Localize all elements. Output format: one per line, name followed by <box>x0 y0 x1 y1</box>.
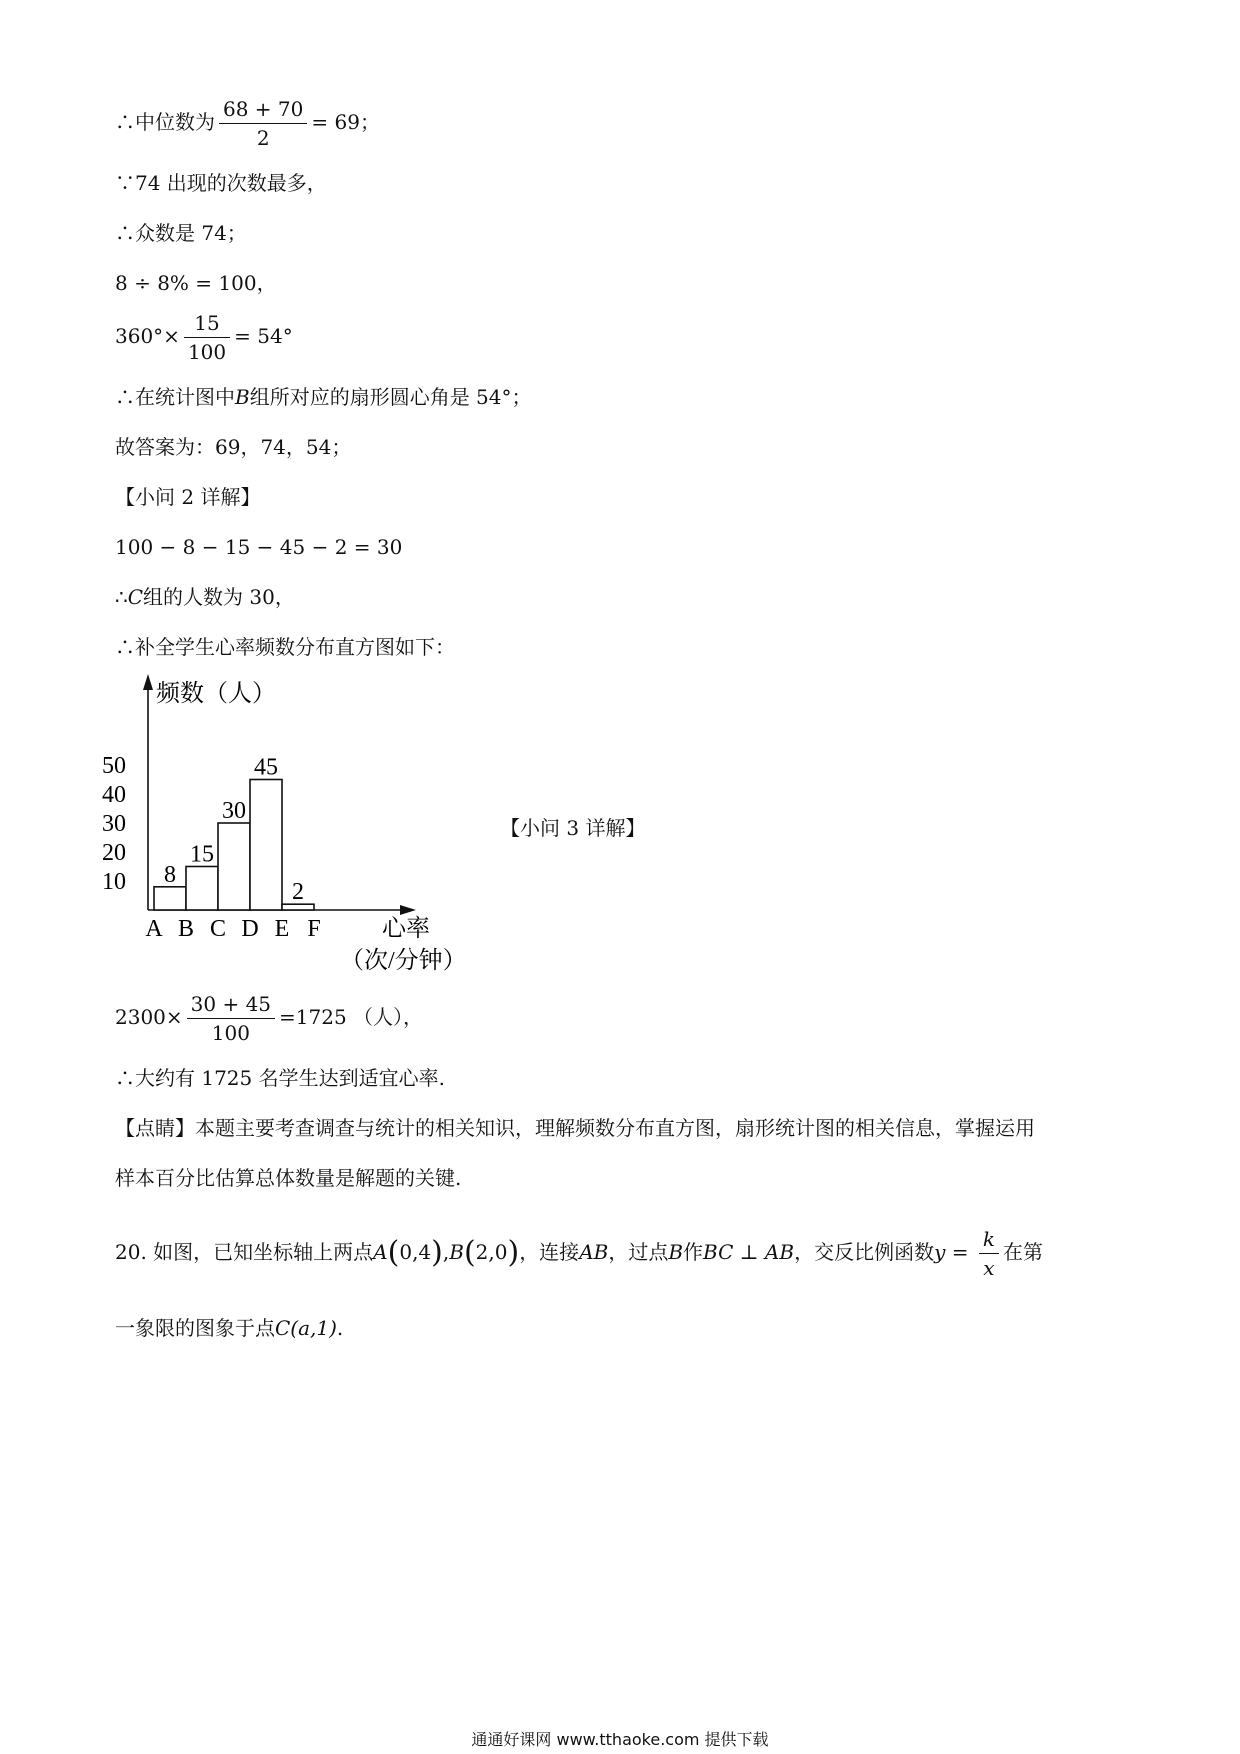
p20-paren-open-a: ( <box>387 1235 400 1270</box>
q2-heading: 【小问 2 详解】 <box>115 485 261 509</box>
p20-point-a-coords: 0,4 <box>399 1240 432 1264</box>
p20-point-b-ref: B <box>668 1240 684 1264</box>
bar-value-label: 8 <box>164 861 176 888</box>
p20-paren-open-b: ( <box>463 1235 476 1270</box>
p20-make: 作 <box>683 1240 704 1264</box>
x-tick-label: B <box>177 916 195 942</box>
p20-equals: = <box>951 1240 969 1264</box>
y-tick-label: 50 <box>102 753 126 779</box>
comment-line-2: 样本百分比估算总体数量是解题的关键. <box>115 1166 462 1190</box>
p20-point-a: A <box>373 1240 388 1264</box>
q2-hist-intro: ∴补全学生心率频数分布直方图如下： <box>115 635 455 659</box>
p20-comma: , <box>442 1240 450 1264</box>
angle-fraction <box>184 309 230 366</box>
q2-calc-line: 100 − 8 − 15 − 45 − 2 = 30 <box>115 535 403 559</box>
p20-through: ，过点 <box>608 1240 669 1264</box>
x-axis-label-line1: 心率 <box>382 916 430 942</box>
p20-var-y: y <box>934 1240 946 1264</box>
median-suffix: = 69； <box>311 110 380 134</box>
bar-value-label: 15 <box>190 841 214 868</box>
problem-20-line-2 <box>115 1315 343 1341</box>
p20-in-quadrant: 在第 <box>1003 1240 1043 1264</box>
x-tick-label: E <box>274 916 290 942</box>
x-tick-labels <box>145 916 320 942</box>
p20-segment-ab: AB <box>579 1240 609 1264</box>
angle-result-group-b: B <box>235 385 250 409</box>
median-prefix: ∴中位数为 <box>115 110 215 134</box>
estimate-suffix: =1725 （人）， <box>279 1005 424 1029</box>
angle-suffix: = 54° <box>234 324 293 348</box>
estimate-result-line: ∴大约有 1725 名学生达到适宜心率. <box>115 1066 445 1090</box>
histogram-bar <box>154 887 186 910</box>
bar-value-label: 2 <box>292 879 304 906</box>
p20-point-b: B <box>449 1240 464 1264</box>
total-calc-line: 8 ÷ 8% = 100， <box>115 271 277 295</box>
histogram-bar <box>218 823 250 910</box>
estimate-line <box>115 990 423 1047</box>
x-tick-label: F <box>307 916 321 942</box>
problem-20-line-1 <box>115 1225 1043 1282</box>
p20-line2-text: 一象限的图象于点 <box>115 1316 275 1340</box>
histogram-bar <box>250 780 282 911</box>
x-axis-label-line2: （次/分钟） <box>340 948 467 972</box>
p20-connect: ，连接 <box>519 1240 580 1264</box>
angle-result-text-c: 组所对应的扇形圆心角是 54°； <box>249 385 532 409</box>
p20-point-b-coords: 2,0 <box>475 1240 508 1264</box>
estimate-prefix: 2300× <box>115 1005 183 1029</box>
y-tick-label: 20 <box>102 840 126 866</box>
x-tick-label: D <box>241 916 259 942</box>
median-line <box>115 95 380 152</box>
p20-perpendicular: BC ⊥ AB <box>703 1240 795 1264</box>
q2-c-text: 组的人数为 30， <box>143 585 295 609</box>
median-fraction <box>219 95 307 152</box>
histogram-bar <box>186 867 218 911</box>
bars <box>154 755 314 911</box>
angle-prefix: 360°× <box>115 324 180 348</box>
angle-denominator: 100 <box>187 340 227 364</box>
p20-function-intro: ，交反比例函数 <box>794 1240 935 1264</box>
answer-line: 故答案为：69，74，54； <box>115 435 352 459</box>
p20-intro: 20. 如图，已知坐标轴上两点 <box>115 1240 374 1264</box>
comment-line-1: 【点睛】本题主要考查调查与统计的相关知识，理解频数分布直方图，扇形统计图的相关信息，掌握运用 <box>115 1116 1035 1140</box>
p20-point-c: C(a,1) <box>275 1316 337 1340</box>
y-tick-labels <box>102 753 126 895</box>
q2-c-line <box>115 584 295 610</box>
q3-heading: 【小问 3 详解】 <box>500 816 646 840</box>
p20-var-k: k <box>979 1225 999 1254</box>
estimate-numerator: 30 + 45 <box>187 990 275 1019</box>
y-tick-label: 10 <box>102 869 126 895</box>
y-tick-label: 30 <box>102 811 126 837</box>
p20-paren-close-b: ) <box>507 1235 520 1270</box>
histogram-chart <box>100 672 480 972</box>
q2-c-therefore: ∴ <box>115 585 128 609</box>
angle-result-text-a: ∴在统计图中 <box>115 385 235 409</box>
angle-numerator: 15 <box>184 309 230 338</box>
bar-value-label: 45 <box>254 754 278 781</box>
p20-end: . <box>336 1316 344 1340</box>
p20-var-x: x <box>983 1256 995 1280</box>
x-tick-label: A <box>145 916 163 942</box>
page-footer: 通通好课网 www.tthaoke.com 提供下载 <box>471 1730 769 1749</box>
bar-value-label: 30 <box>222 798 246 824</box>
x-tick-label: C <box>209 916 227 942</box>
mode-reason-line: ∵74 出现的次数最多， <box>115 171 327 195</box>
angle-line <box>115 309 293 366</box>
y-axis-arrow <box>143 674 153 690</box>
p20-fraction <box>979 1225 999 1282</box>
estimate-denominator: 100 <box>211 1021 250 1045</box>
angle-result-line <box>115 384 532 410</box>
median-numerator: 68 + 70 <box>219 95 307 124</box>
p20-paren-close-a: ) <box>431 1235 443 1270</box>
y-axis-label: 频数（人） <box>156 681 276 707</box>
median-denominator: 2 <box>256 126 270 150</box>
estimate-fraction <box>187 990 275 1047</box>
y-tick-label: 40 <box>102 782 126 808</box>
mode-result-line: ∴众数是 74； <box>115 221 247 245</box>
q2-c-group: C <box>127 585 144 609</box>
x-axis-arrow <box>400 905 416 915</box>
